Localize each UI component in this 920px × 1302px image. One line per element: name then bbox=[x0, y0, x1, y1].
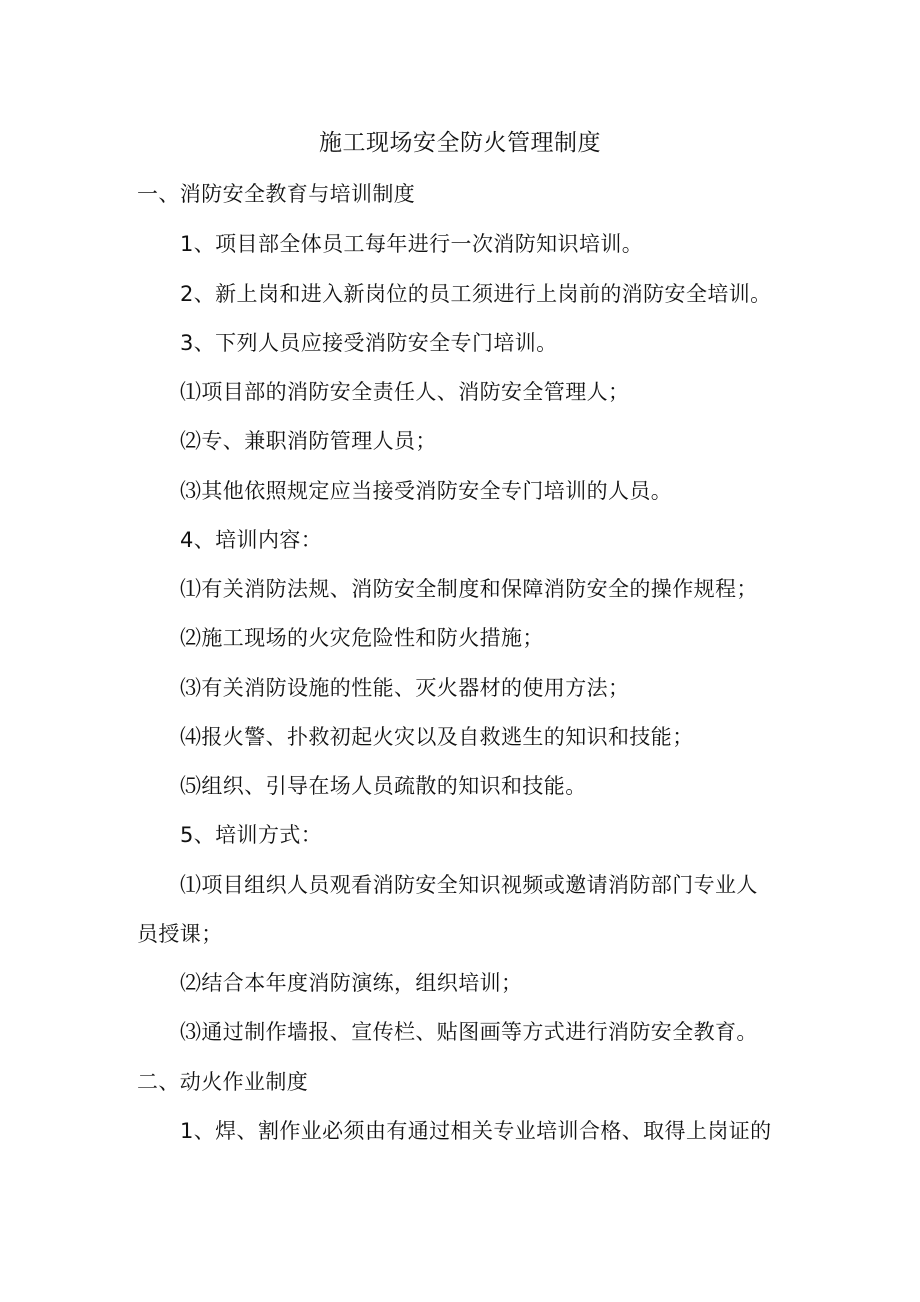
paragraph-line: ⑴项目部的消防安全责任人、消防安全管理人； bbox=[180, 380, 630, 404]
paragraph-line: ⑵施工现场的火灾危险性和防火措施； bbox=[180, 626, 544, 650]
paragraph-line: ⑵专、兼职消防管理人员； bbox=[180, 429, 437, 453]
section-heading-1: 一、消防安全教育与培训制度 bbox=[137, 182, 416, 206]
paragraph-line: 5、培训方式： bbox=[180, 823, 323, 847]
document-title: 施工现场安全防火管理制度 bbox=[319, 130, 601, 156]
paragraph-line: 2、新上岗和进入新岗位的员工须进行上岗前的消防安全培训。 bbox=[180, 282, 772, 306]
paragraph-line: 员授课； bbox=[137, 922, 223, 946]
paragraph-line: ⑶有关消防设施的性能、灭火器材的使用方法； bbox=[180, 676, 630, 700]
paragraph-line: ⑶通过制作墙报、宣传栏、贴图画等方式进行消防安全教育。 bbox=[180, 1020, 758, 1044]
paragraph-line: ⑶其他依照规定应当接受消防安全专门培训的人员。 bbox=[180, 479, 673, 503]
paragraph-line: 4、培训内容： bbox=[180, 528, 323, 552]
paragraph-line: ⑵结合本年度消防演练，组织培训； bbox=[180, 971, 523, 995]
paragraph-line: ⑷报火警、扑救初起火灾以及自救逃生的知识和技能； bbox=[180, 725, 694, 749]
paragraph-line: 1、项目部全体员工每年进行一次消防知识培训。 bbox=[180, 232, 644, 256]
section-heading-2: 二、动火作业制度 bbox=[137, 1070, 309, 1094]
paragraph-line: ⑸组织、引导在场人员疏散的知识和技能。 bbox=[180, 774, 587, 798]
paragraph-line: 1、焊、割作业必须由有通过相关专业培训合格、取得上岗证的 bbox=[180, 1119, 772, 1143]
paragraph-line: 3、下列人员应接受消防安全专门培训。 bbox=[180, 331, 558, 355]
paragraph-line: ⑴项目组织人员观看消防安全知识视频或邀请消防部门专业人 bbox=[180, 873, 758, 897]
paragraph-line: ⑴有关消防法规、消防安全制度和保障消防安全的操作规程； bbox=[180, 577, 758, 601]
